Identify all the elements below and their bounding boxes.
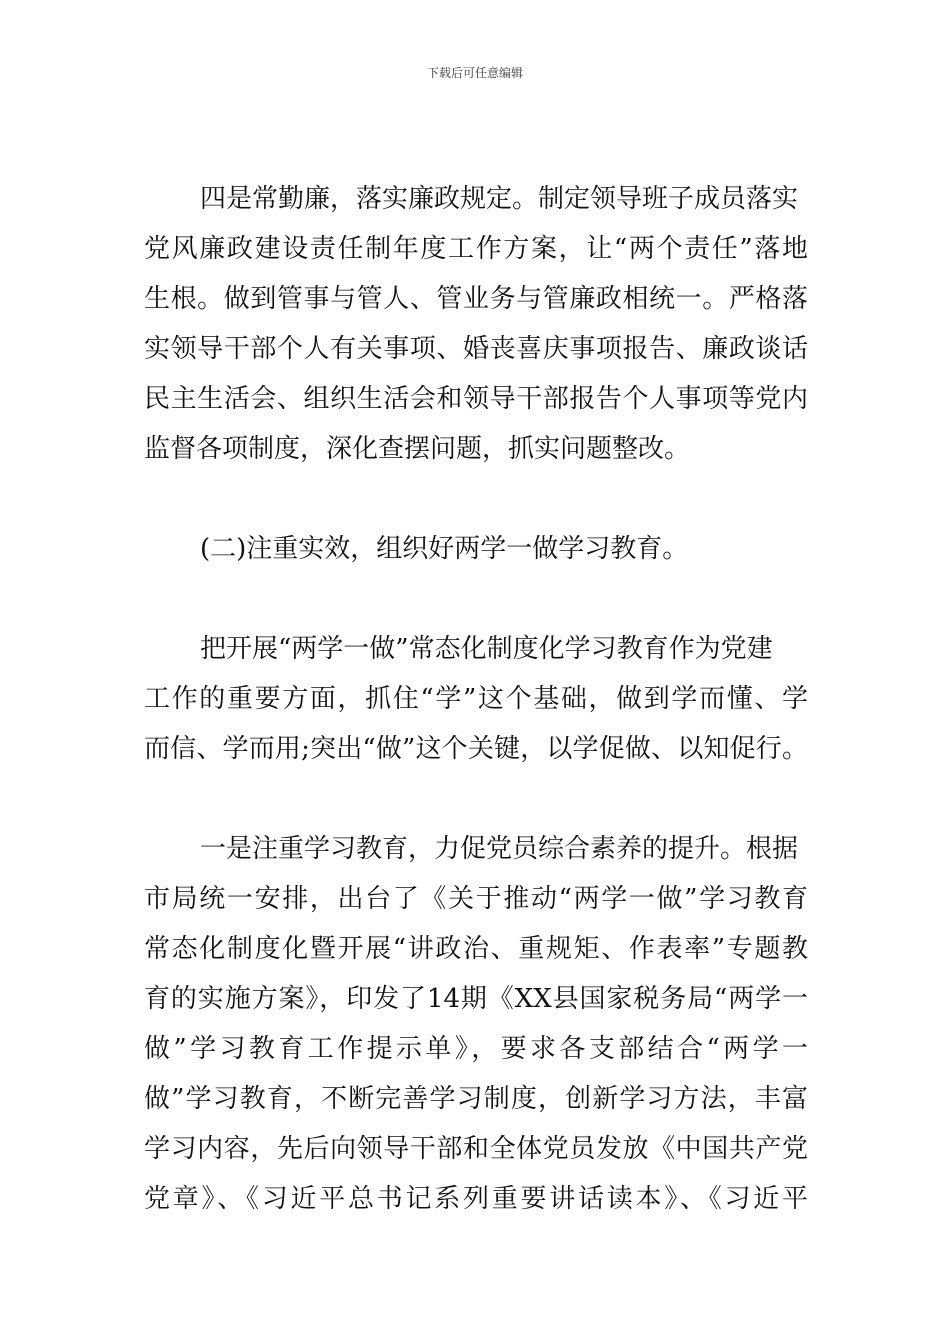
text-line: 常态化制度化暨开展“讲政治、重规矩、作表率”专题教 <box>144 934 808 964</box>
text-line: 育的实施方案》，印发了14期《XX县国家税务局“两学一 <box>144 984 808 1014</box>
section-heading: (二)注重实效，组织好两学一做学习教育。 <box>200 534 689 564</box>
text-line: 市局统一安排，出台了《关于推动“两学一做”学习教育 <box>144 884 808 914</box>
text-line: 工作的重要方面，抓住“学”这个基础，做到学而懂、学 <box>144 684 808 714</box>
text-line: 实领导干部个人有关事项、婚丧喜庆事项报告、廉政谈话 <box>144 334 808 364</box>
text-line: 而信、学而用;突出“做”这个关键，以学促做、以知促行。 <box>144 734 808 764</box>
text-line: 做”学习教育，不断完善学习制度，创新学习方法，丰富 <box>144 1084 808 1114</box>
text-line: 一是注重学习教育，力促党员综合素养的提升。根据 <box>200 834 799 864</box>
text-line: 民主生活会、组织生活会和领导干部报告个人事项等党内 <box>144 384 808 414</box>
text-line: 生根。做到管事与管人、管业务与管廉政相统一。严格落 <box>144 284 808 314</box>
page-header: 下载后可任意编辑 <box>426 66 523 80</box>
text-line: 党风廉政建设责任制年度工作方案，让“两个责任”落地 <box>144 234 808 264</box>
text-line: 学习内容，先后向领导干部和全体党员发放《中国共产党 <box>144 1134 808 1164</box>
text-line: 监督各项制度，深化查摆问题，抓实问题整改。 <box>144 434 691 464</box>
text-line: 把开展“两学一做”常态化制度化学习教育作为党建 <box>200 634 773 664</box>
text-line: 党章》、《习近平总书记系列重要讲话读本》、《习近平 <box>144 1184 808 1214</box>
text-line: 做”学习教育工作提示单》，要求各支部结合“两学一 <box>144 1034 808 1064</box>
text-line: 四是常勤廉，落实廉政规定。制定领导班子成员落实 <box>200 184 799 214</box>
